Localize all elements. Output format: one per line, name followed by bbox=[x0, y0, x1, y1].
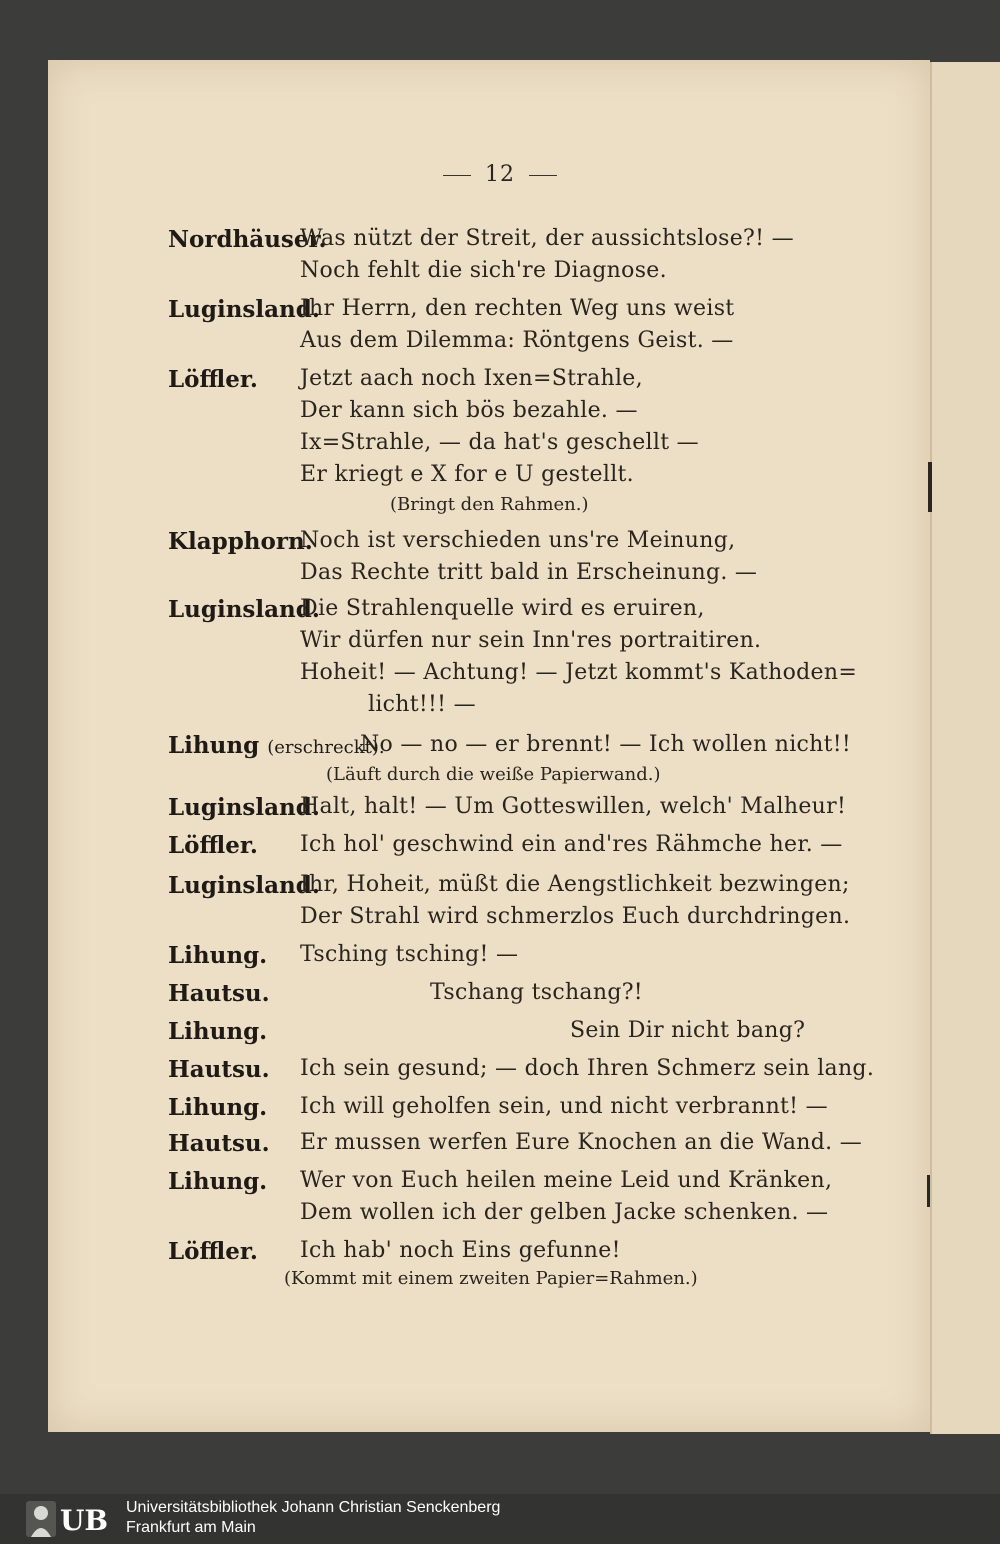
stage-direction: (Bringt den Rahmen.) bbox=[390, 494, 589, 515]
library-name bbox=[126, 1498, 500, 1538]
text-line bbox=[0, 1200, 1000, 1234]
verse-line: licht!!! — bbox=[368, 692, 476, 717]
text-line bbox=[0, 628, 1000, 662]
text-line bbox=[0, 732, 1000, 766]
verse-line: Hoheit! — Achtung! — Jetzt kommt's Kathoden= bbox=[300, 660, 858, 685]
speaker-name: Löffler. bbox=[168, 366, 258, 393]
text-line bbox=[0, 1168, 1000, 1202]
verse-line: Jetzt aach noch Ixen=Strahle, bbox=[300, 366, 643, 391]
speaker-name: Hautsu. bbox=[168, 1130, 270, 1157]
stage-direction: (Kommt mit einem zweiten Papier=Rahmen.) bbox=[284, 1268, 698, 1289]
verse-line: Aus dem Dilemma: Röntgens Geist. — bbox=[300, 328, 734, 353]
speaker-name: Klapphorn. bbox=[168, 528, 313, 555]
speaker-name: Lihung. bbox=[168, 1168, 268, 1195]
verse-line: Wer von Euch heilen meine Leid und Kränken, bbox=[300, 1168, 833, 1193]
text-line bbox=[0, 560, 1000, 594]
ub-logo-text: UB bbox=[60, 1504, 109, 1537]
page-number bbox=[0, 162, 1000, 187]
text-line bbox=[0, 980, 1000, 1014]
verse-line: Sein Dir nicht bang? bbox=[570, 1018, 806, 1043]
verse-line: Der Strahl wird schmerzlos Euch durchdringen. bbox=[300, 904, 851, 929]
text-line bbox=[0, 296, 1000, 330]
verse-line: Er mussen werfen Eure Knochen an die Wand. — bbox=[300, 1130, 862, 1155]
text-line bbox=[0, 1056, 1000, 1090]
speaker-name bbox=[168, 732, 385, 759]
verse-line: Ix=Strahle, — da hat's geschellt — bbox=[300, 430, 699, 455]
ub-logo-icon bbox=[26, 1499, 118, 1539]
text-line bbox=[0, 1268, 1000, 1302]
speaker-name: Luginsland. bbox=[168, 872, 320, 899]
verse-line: Das Rechte tritt bald in Erscheinung. — bbox=[300, 560, 758, 585]
speaker-name: Hautsu. bbox=[168, 1056, 270, 1083]
page-number-text: 12 bbox=[485, 162, 515, 187]
verse-line: Dem wollen ich der gelben Jacke schenken. — bbox=[300, 1200, 829, 1225]
text-line bbox=[0, 366, 1000, 400]
speaker-name: Lihung. bbox=[168, 1094, 268, 1121]
verse-line: Ich hol' geschwind ein and'res Rähmche her. — bbox=[300, 832, 843, 857]
text-line bbox=[0, 528, 1000, 562]
speaker-name: Löffler. bbox=[168, 1238, 258, 1265]
verse-line: Tsching tsching! — bbox=[300, 942, 519, 967]
stage-aside: (erschreckt). bbox=[267, 737, 385, 758]
speaker-name: Lihung. bbox=[168, 1018, 268, 1045]
verse-line: No — no — er brennt! — Ich wollen nicht!! bbox=[360, 732, 852, 757]
speaker-name-text: Lihung bbox=[168, 732, 260, 759]
verse-line: Der kann sich bös bezahle. — bbox=[300, 398, 638, 423]
verse-line: Ich will geholfen sein, und nicht verbrannt! — bbox=[300, 1094, 828, 1119]
library-footer bbox=[0, 1494, 1000, 1544]
verse-line: Tschang tschang?! bbox=[430, 980, 643, 1005]
dash-left bbox=[443, 175, 471, 176]
speaker-name: Löffler. bbox=[168, 832, 258, 859]
text-line bbox=[0, 764, 1000, 798]
speaker-name: Luginsland. bbox=[168, 596, 320, 623]
text-line bbox=[0, 832, 1000, 866]
text-line bbox=[0, 692, 1000, 726]
verse-line: Noch ist verschieden uns're Meinung, bbox=[300, 528, 736, 553]
verse-line: Er kriegt e X for e U gestellt. bbox=[300, 462, 634, 487]
verse-line: Ich sein gesund; — doch Ihren Schmerz sein lang. bbox=[300, 1056, 875, 1081]
dash-right bbox=[529, 175, 557, 176]
speaker-name: Luginsland. bbox=[168, 794, 320, 821]
text-line bbox=[0, 398, 1000, 432]
text-line bbox=[0, 430, 1000, 464]
text-line bbox=[0, 794, 1000, 828]
text-line bbox=[0, 596, 1000, 630]
text-line bbox=[0, 1238, 1000, 1272]
verse-line: Ich hab' noch Eins gefunne! bbox=[300, 1238, 621, 1263]
text-line bbox=[0, 904, 1000, 938]
verse-line: Ihr Herrn, den rechten Weg uns weist bbox=[300, 296, 735, 321]
text-line bbox=[0, 660, 1000, 694]
stage-direction: (Läuft durch die weiße Papierwand.) bbox=[326, 764, 661, 785]
text-line bbox=[0, 462, 1000, 496]
verse-line: Wir dürfen nur sein Inn'res portraitiren. bbox=[300, 628, 762, 653]
speaker-name: Nordhäuser. bbox=[168, 226, 327, 253]
library-name-line2: Frankfurt am Main bbox=[126, 1519, 256, 1536]
verse-line: Noch fehlt die sich're Diagnose. bbox=[300, 258, 667, 283]
verse-line: Die Strahlenquelle wird es eruiren, bbox=[300, 596, 705, 621]
text-line bbox=[0, 328, 1000, 362]
text-line bbox=[0, 1018, 1000, 1052]
text-line bbox=[0, 226, 1000, 260]
text-line bbox=[0, 1094, 1000, 1128]
text-line bbox=[0, 1130, 1000, 1164]
verse-line: Halt, halt! — Um Gotteswillen, welch' Malheur! bbox=[300, 794, 847, 819]
speaker-name: Luginsland. bbox=[168, 296, 320, 323]
speaker-name: Lihung. bbox=[168, 942, 268, 969]
text-line bbox=[0, 494, 1000, 528]
speaker-name: Hautsu. bbox=[168, 980, 270, 1007]
verse-line: Ihr, Hoheit, müßt die Aengstlichkeit bezwingen; bbox=[300, 872, 850, 897]
library-name-line1: Universitätsbibliothek Johann Christian Senckenberg bbox=[126, 1499, 501, 1516]
text-line bbox=[0, 258, 1000, 292]
text-line bbox=[0, 942, 1000, 976]
verse-line: Was nützt der Streit, der aussichtslose?! — bbox=[300, 226, 794, 251]
text-line bbox=[0, 872, 1000, 906]
